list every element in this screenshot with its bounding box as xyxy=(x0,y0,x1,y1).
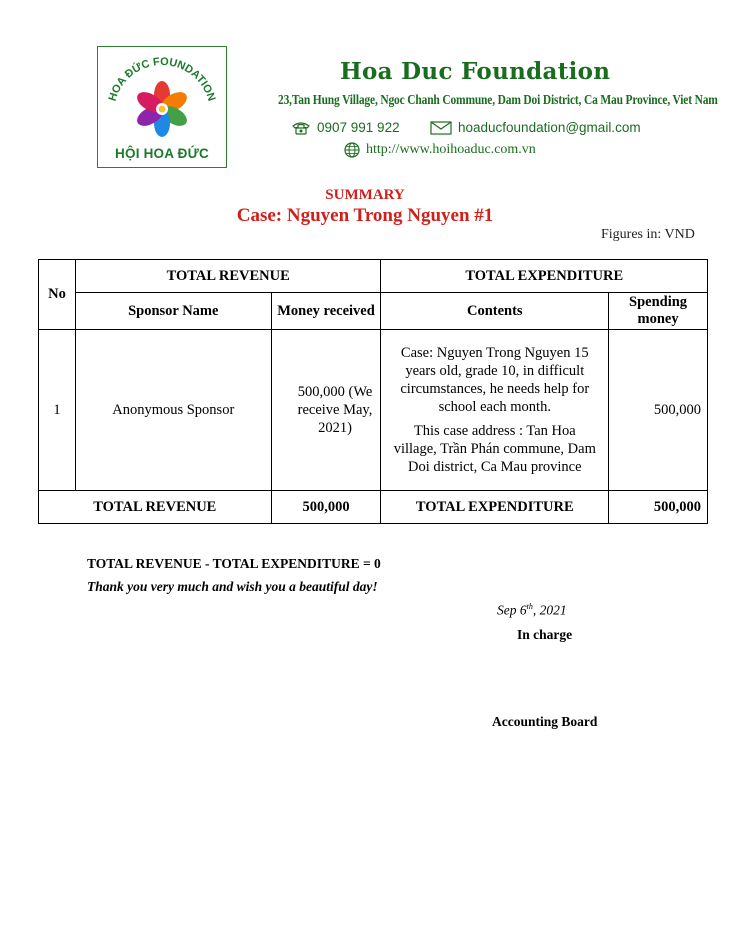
accounting-board-label: Accounting Board xyxy=(492,714,598,729)
money-received-header: Money received xyxy=(271,293,381,330)
balance-line: TOTAL REVENUE - TOTAL EXPENDITURE = 0 xyxy=(87,556,381,571)
spending-money-header: Spending money xyxy=(609,293,708,330)
date-year: , 2021 xyxy=(532,602,567,618)
table-header-row xyxy=(39,260,708,293)
contents-description: Case: Nguyen Trong Nguyen 15 years old, grade 10, in difficult circumstances, he needs help for school each month. xyxy=(400,345,590,415)
thank-you-note: Thank you very much and wish you a beautiful day! xyxy=(87,579,378,594)
phone-row xyxy=(291,120,400,135)
phone-number: 0907 991 922 xyxy=(317,120,400,135)
money-received xyxy=(271,330,381,491)
date-month-day: Sep 6 xyxy=(497,602,527,618)
logo-bottom-text: HỘI HOA ĐỨC xyxy=(115,146,209,161)
total-revenue-header: TOTAL REVENUE xyxy=(75,260,381,293)
lotus-flower-icon xyxy=(98,47,226,143)
website-link[interactable]: http://www.hoihoaduc.com.vn xyxy=(366,142,536,158)
email-address[interactable]: hoaducfoundation@gmail.com xyxy=(458,120,641,135)
document-date xyxy=(497,602,567,619)
summary-label: SUMMARY xyxy=(325,187,405,203)
total-revenue-label: TOTAL REVENUE xyxy=(39,491,272,524)
case-title: Case: Nguyen Trong Nguyen #1 xyxy=(236,205,494,226)
total-expenditure-label: TOTAL EXPENDITURE xyxy=(381,491,609,524)
contents-header: Contents xyxy=(381,293,609,330)
email-row xyxy=(430,120,641,135)
table-subheader-row xyxy=(39,293,708,330)
envelope-icon xyxy=(430,121,452,135)
sponsor-name-header: Sponsor Name xyxy=(75,293,271,330)
org-address: 23,Tan Hung Village, Ngoc Chanh Commune, Dam Doi District, Ca Mau Province, Viet Nam xyxy=(278,93,718,108)
logo-arc-text: HOA ĐỨC FOUNDATION xyxy=(106,55,218,103)
table-total-row xyxy=(39,491,708,524)
summary-table xyxy=(38,259,708,524)
foundation-logo xyxy=(97,46,227,168)
contents-address: This case address : Tan Hoa village, Trần Phán commune, Dam Doi district, Ca Mau province xyxy=(393,423,596,475)
money-received-text: 500,000 (We receive May, 2021) xyxy=(297,384,373,436)
total-revenue-value: 500,000 xyxy=(271,491,381,524)
col-no-header: No xyxy=(39,260,76,330)
sponsor-name: Anonymous Sponsor xyxy=(75,330,271,491)
org-name: Hoa Duc Foundation xyxy=(340,58,611,85)
date-suffix: th xyxy=(526,602,533,611)
figures-currency-note: Figures in: VND xyxy=(601,227,695,242)
globe-icon xyxy=(344,142,360,158)
row-no: 1 xyxy=(39,330,76,491)
website-row xyxy=(344,142,536,158)
in-charge-label: In charge xyxy=(517,627,573,642)
spending-money: 500,000 xyxy=(609,330,708,491)
telephone-icon xyxy=(291,121,311,135)
total-expenditure-value: 500,000 xyxy=(609,491,708,524)
total-expenditure-header: TOTAL EXPENDITURE xyxy=(381,260,708,293)
table-row xyxy=(39,330,708,491)
contents-cell xyxy=(381,330,609,491)
